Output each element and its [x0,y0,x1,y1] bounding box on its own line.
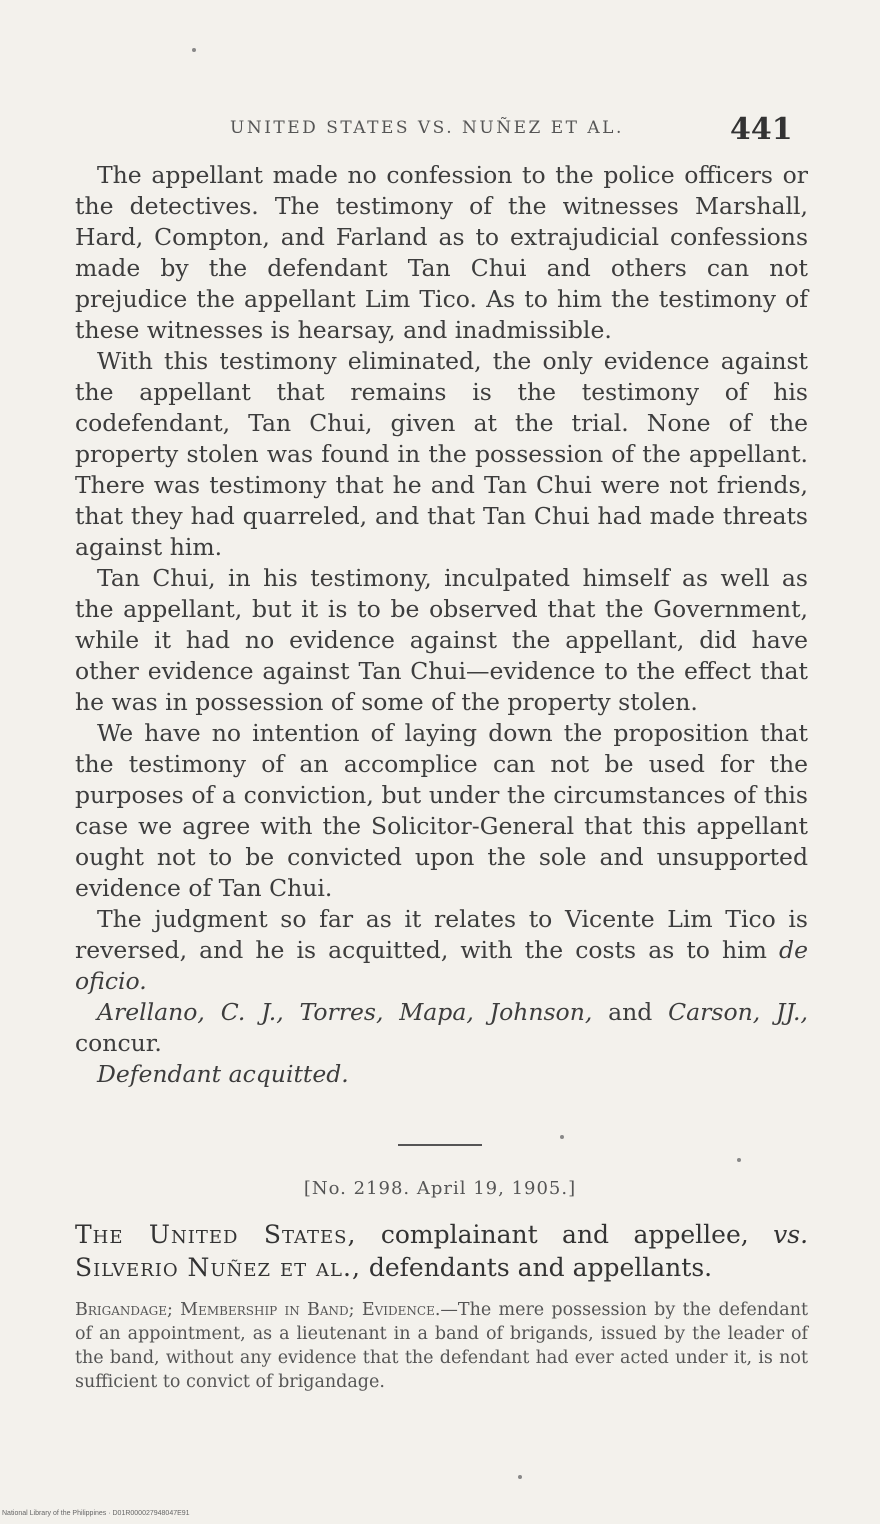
judgment-paragraph [75,904,808,997]
syllabus-heading: Brigandage; Membership in Band; Evidence. [75,1300,441,1320]
judgment-latin: de oficio. [75,936,808,995]
case-party-defendant: Silverio Nuñez et al., [75,1253,361,1282]
case-party-plaintiff: The United States, [75,1220,357,1249]
body-text [75,160,808,1090]
case-defendant-role: defendants and appellants. [368,1253,713,1282]
case-number: [No. 2198. April 19, 1905.] [303,1178,577,1199]
concurring-judges: Arellano, C. J., Torres, Mapa, Johnson, [97,998,593,1026]
scan-speck [518,1475,522,1479]
concurrence [75,997,808,1059]
paragraph: Tan Chui, in his testimony, inculpated himself as well as the appellant, but it is to be observed that the Government, while it had no evidence against the appellant, did have other evidence against Tan Chui—evidence to the effect that he was in possession of some of the property stolen. [75,564,808,716]
section-divider [398,1144,482,1146]
page-number: 441 [730,112,793,147]
disposition: Defendant acquitted. [97,1060,349,1088]
judgment-text: The judgment so far as it relates to Vicente Lim Tico is reversed, and he is acquitted, with the costs as to him [75,905,808,964]
footer-watermark: National Library of the Philippines · D01R000027948047E91 [2,1510,190,1517]
running-head: UNITED STATES VS. NUÑEZ ET AL. [230,118,624,138]
concurrence-and: and [608,998,653,1026]
case-plaintiff-role: complainant and appellee, [380,1220,749,1249]
paragraph: We have no intention of laying down the proposition that the testimony of an accomplice can not be used for the purposes of a conviction, but under the circumstances of this case we agree with the Solicitor-General that this appellant ought not to be convicted upon the sole and unsupported evidence of Tan Chui. [75,719,808,902]
case-title [75,1218,808,1284]
scan-speck [560,1135,564,1139]
scan-speck [737,1158,741,1162]
last-judge: Carson, JJ., [668,998,808,1026]
scan-speck [192,48,196,52]
paragraph: With this testimony eliminated, the only evidence against the appellant that remains is the testimony of his codefendant, Tan Chui, given at the trial. None of the property stolen was found in the possession of the appellant. There was testimony that he and Tan Chui were not friends, that they had quarreled, and that Tan Chui had made threats against him. [75,347,808,561]
syllabus-text: —The mere possession by the defendant of an appointment, as a lieutenant in a band of brigands, issued by the leader of the band, without any evidence that the defendant had ever acted under it, is not sufficient to convict of brigandage. [75,1300,808,1392]
syllabus [75,1298,808,1394]
paragraph: The appellant made no confession to the police officers or the detectives. The testimony of the witnesses Marshall, Hard, Compton, and Farland as to extrajudicial confessions made by the defendant Tan Chui and others can not prejudice the appellant Lim Tico. As to him the testimony of these witnesses is hearsay, and inadmissible. [75,161,808,344]
case-versus: vs. [773,1220,809,1249]
concur-word: concur. [75,1029,162,1057]
